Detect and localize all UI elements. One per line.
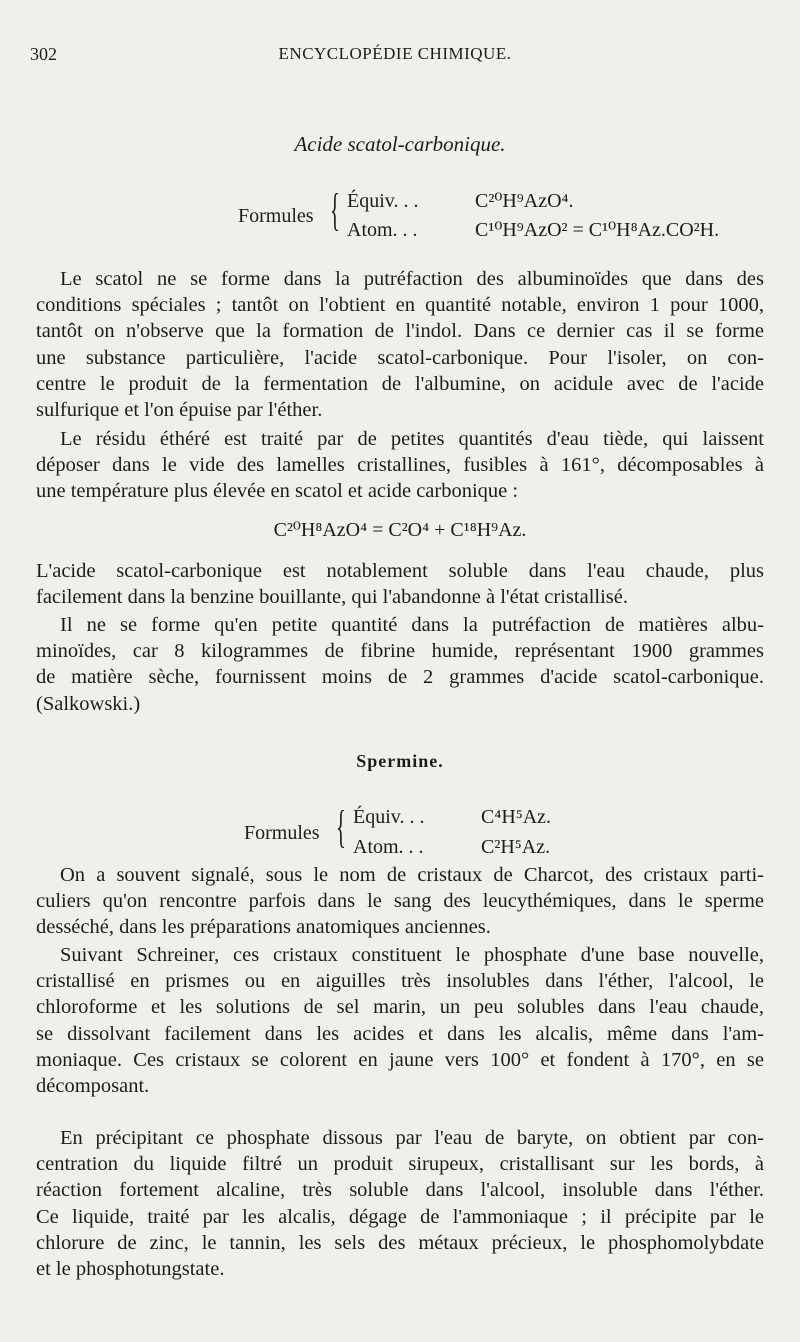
paragraph <box>36 1125 764 1282</box>
text-line: se dissolvant facilement dans les acides et dans les alcalis, même dans l'am- <box>36 1022 764 1045</box>
text-line: facilement dans la benzine bouillante, qui l'abandonne à l'état cristallisé. <box>36 586 628 609</box>
text-line: de matière sèche, fournissent moins de 2 grammes d'acide scatol-carbonique. <box>36 666 764 689</box>
equiv-label: Équiv. . . <box>347 190 419 212</box>
text-line: En précipitant ce phosphate dissous par l'eau de baryte, on obtient par con- <box>60 1127 764 1149</box>
text-line: Le scatol ne se forme dans la putréfaction des albuminoïdes que dans des <box>60 268 764 290</box>
formula-row-atom <box>347 217 719 242</box>
text-line: (Salkowski.) <box>36 692 141 715</box>
text-line: déposer dans le vide des lamelles cristallines, fusibles à 161°, décomposables à <box>36 454 764 477</box>
formula-row-equiv <box>353 806 551 829</box>
text-line: réaction fortement alcaline, très soluble dans l'alcool, insoluble dans l'éther. <box>36 1179 764 1202</box>
text-line: conditions spéciales ; tantôt on l'obtient en quantité notable, environ 1 pour 1000, <box>36 294 764 317</box>
equiv-value: C²⁰H⁹AzO⁴. <box>475 190 574 212</box>
text-line: minoïdes, car 8 kilogrammes de fibrine humide, représentant 1900 grammes <box>36 640 764 663</box>
text-line: L'acide scatol-carbonique est notablement soluble dans l'eau chaude, plus <box>36 560 764 582</box>
text-line: Il ne se forme qu'en petite quantité dans la putréfaction de matières albu- <box>60 614 764 636</box>
text-line: décomposant. <box>36 1074 150 1097</box>
formula-row-atom <box>353 836 550 859</box>
section-title-spermine: Spermine. <box>356 751 444 771</box>
atom-value: C¹⁰H⁹AzO² = C¹⁰H⁸Az.CO²H. <box>475 219 720 241</box>
formulas-label: Formules <box>244 822 320 844</box>
atom-label: Atom. . . <box>353 836 424 858</box>
text-line: une substance particulière, l'acide scatol-carbonique. Pour l'isoler, on con- <box>36 346 764 369</box>
atom-value: C²H⁵Az. <box>481 836 551 858</box>
paragraph <box>36 558 764 610</box>
atom-label: Atom. . . <box>347 219 418 241</box>
equiv-value: C⁴H⁵Az. <box>481 806 552 828</box>
text-line: culiers qu'on rencontre parfois dans le sang des leucythémiques, dans le sperme <box>36 890 764 913</box>
text-line: Le résidu éthéré est traité par de petites quantités d'eau tiède, qui laissent <box>60 428 764 450</box>
brace-icon: { <box>330 184 340 235</box>
text-line: On a souvent signalé, sous le nom de cristaux de Charcot, des cristaux parti- <box>60 864 764 886</box>
text-line: desséché, dans les préparations anatomiques anciennes. <box>36 916 491 939</box>
section-title-acide-scatol-carbonique: Acide scatol-carbonique. <box>294 132 506 156</box>
formula-row-equiv <box>347 188 574 213</box>
equiv-label: Équiv. . . <box>353 806 425 828</box>
text-line: et le phosphotungstate. <box>36 1257 225 1280</box>
text-line: moniaque. Ces cristaux se colorent en jaune vers 100° et fondent à 170°, en se <box>36 1048 764 1071</box>
text-line: centration du liquide filtré un produit sirupeux, cristallisant sur les bords, à <box>36 1153 764 1176</box>
paragraph <box>36 862 764 941</box>
text-line: cristallisé en prismes ou en aiguilles très insolubles dans l'éther, l'alcool, le <box>36 970 764 993</box>
reaction-equation: C²⁰H⁸AzO⁴ = C²O⁴ + C¹⁸H⁹Az. <box>273 519 527 541</box>
running-title: ENCYCLOPÉDIE CHIMIQUE. <box>278 44 512 63</box>
paragraph <box>36 266 764 423</box>
page-number: 302 <box>30 44 57 64</box>
brace-icon: { <box>336 801 346 852</box>
text-line: chlorure de zinc, le tannin, les sels des métaux précieux, le phosphomolybdate <box>36 1231 764 1254</box>
text-line: une température plus élevée en scatol et acide carbonique : <box>36 480 519 503</box>
page-header <box>30 44 760 68</box>
text-line: tantôt on n'observe que la formation de l'indol. Dans ce dernier cas il se forme <box>36 320 764 343</box>
text-line: Suivant Schreiner, ces cristaux constituent le phosphate d'une base nouvelle, <box>60 944 764 966</box>
paragraph <box>36 942 764 1099</box>
formulas-label: Formules <box>238 205 314 227</box>
text-line: Ce liquide, traité par les alcalis, dégage de l'ammoniaque ; il précipite par le <box>36 1205 764 1228</box>
text-line: centre le produit de la fermentation de l'albumine, on acidule avec de l'acide <box>36 372 764 395</box>
paragraph <box>36 612 764 717</box>
paragraph <box>36 426 764 505</box>
text-line: chloroforme et les solutions de sel marin, un peu solubles dans l'eau chaude, <box>36 996 764 1019</box>
text-line: sulfurique et l'on épuise par l'éther. <box>36 398 323 421</box>
